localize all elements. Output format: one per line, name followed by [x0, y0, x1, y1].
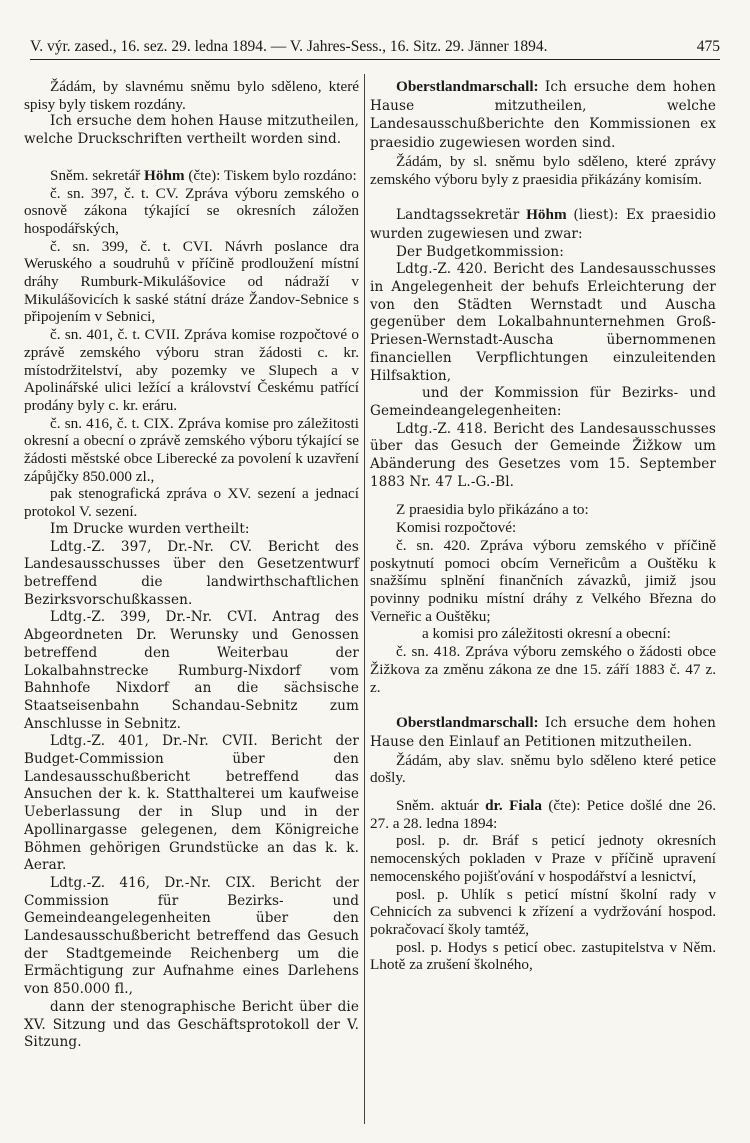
paragraph — [370, 797, 716, 832]
paragraph: Der Budgetkommission: — [396, 243, 564, 260]
paragraph: Ldtg.-Z. 416, Dr.-Nr. CIX. Bericht der Commission für Bezirks- und Gemeindeangelegenheiten über den Landesausschußbericht betreffend das Gesuch der Stadtgemeinde Reichenberg um die Ermächtigung zur Aufnahme eines Darlehens von 850.000 fl., — [24, 874, 359, 998]
speaker-name: Oberstlandmarschall: — [396, 714, 539, 732]
paragraph: Ich ersuche dem hohen Hause mitzutheilen, welche Druckschriften vertheilt worden sind. — [24, 113, 359, 148]
paragraph: č. sn. 418. Zpráva výboru zemského o žádosti obce Žižkova za změnu zákona ze dne 15. září 1883 č. 47 z. z. — [370, 643, 716, 696]
page-number: 475 — [696, 38, 720, 55]
page-header — [30, 38, 720, 60]
speaker-role: Landtagssekretär — [396, 207, 520, 224]
speech-text: (liest): Ex praesidio wurden zugewiesen und zwar: — [370, 207, 717, 242]
paragraph: a komisi pro záležitosti okresní a obecní: — [422, 625, 671, 643]
speech-text: Ich ersuche dem hohen Hause mitzutheilen, welche Landesausschußberichte den Kommissionen ex praesidio zugewiesen worden sind. — [370, 79, 716, 152]
paragraph: Ldtg.-Z. 420. Bericht des Landesausschusses in Angelegenheit der behufs Erleichterung der von den Städten Wernstadt und Auscha gegenüber dem Lokalbahnunternehmen Groß-Priesen-Wernstadt-Auscha übernommenen financiellen Verpflichtungen einzuleitenden Hilfsaktion, — [370, 261, 716, 384]
paragraph: dann der stenographische Bericht über die XV. Sitzung und das Geschäftsprotokoll der V. Sitzung. — [24, 998, 359, 1051]
speech-text: (čte): Tiskem bylo rozdáno: — [188, 166, 357, 184]
paragraph: Z praesidia bylo přikázáno a to: — [396, 501, 589, 519]
paragraph — [24, 167, 359, 185]
paragraph: Žádám, by sl. sněmu bylo sděleno, které zprávy zemského výboru byly z praesidia přikázány komisím. — [370, 152, 716, 188]
paragraph: pak stenografická zpráva o XV. sezení a jednací protokol V. sezení. — [24, 485, 359, 521]
paragraph: Ldtg.-Z. 401, Dr.-Nr. CVII. Bericht der Budget-Commission über den Landesausschußbericht betreffend das Ansuchen der k. k. Statthalterei um kaufweise Ueberlassung der in Slup und in der Apollinargasse gelegenen, dem Königreiche Böhmen gehörigen Grundstücke an das k. k. Aerar. — [24, 733, 359, 874]
paragraph — [370, 78, 716, 153]
speaker-name: Oberstlandmarschall: — [396, 78, 539, 95]
paragraph: Komisi rozpočtové: — [396, 519, 517, 537]
right-column — [370, 78, 716, 974]
paragraph: č. sn. 420. Zpráva výboru zemského v příčině poskytnutí pomoci obcím Verneřicům a Ouštěku k snažšímu splnění finančních závazků, jimiž jsou povinny podniku místní dráhy z Velkého Března do Verneřic a Ouštěku; — [370, 536, 716, 625]
paragraph — [370, 206, 716, 243]
speaker-role: Sněm. aktuár — [396, 797, 479, 815]
paragraph: Ldtg.-Z. 418. Bericht des Landesausschusses über das Gesuch der Gemeinde Žižkow um Abänderung des Gesetzes vom 15. September 1883 Nr. 47 L.-G.-Bl. — [370, 420, 716, 490]
paragraph: Žádám, by slavnému sněmu bylo sděleno, které spisy byly tiskem rozdány. — [24, 78, 359, 113]
speaker-role: Sněm. sekretář — [50, 166, 141, 184]
paragraph: posl. p. Uhlík s peticí místní školní rady v Cehnicích za subvenci k zřízení a vydržování hospod. pokračovací školy tamtéž, — [370, 885, 716, 938]
column-divider — [364, 74, 365, 1124]
paragraph: č. sn. 416, č. t. CIX. Zpráva komise pro záležitosti okresní a obecní o zprávě zemského výboru týkající se žádosti městské obce Liberecké za povolení k uzavření zápůjčky 850.000 zl., — [24, 414, 359, 485]
speaker-name: Höhm — [526, 206, 567, 224]
header-title: V. výr. zased., 16. sez. 29. ledna 1894. — V. Jahres-Sess., 16. Sitz. 29. Jänner 1894. — [30, 38, 548, 55]
speech-text: Ich ersuche dem hohen Hause den Einlauf an Petitionen mitzutheilen. — [370, 715, 716, 750]
paragraph: und der Kommission für Bezirks- und Gemeindeangelegenheiten: — [370, 385, 716, 419]
paragraph: Ldtg.-Z. 397, Dr.-Nr. CV. Bericht des Landesausschusses über den Gesetzentwurf betreffend die landwirthschaftlichen Bezirksvorschußkassen. — [24, 538, 359, 608]
speaker-name: Höhm — [144, 166, 185, 184]
paragraph: posl. p. Hodys s peticí obec. zastupitelstva v Něm. Lhotě za zrušení školného, — [370, 938, 716, 974]
paragraph: Ldtg.-Z. 399, Dr.-Nr. CVI. Antrag des Abgeordneten Dr. Werunsky und Genossen betreffend den Weiterbau der Lokalbahnstrecke Rumburg-Nixdorf vom Bahnhofe Nixdorf an die sächsische Staatseisenbahn Schandau-Sebnitz zum Anschlusse in Sebnitz. — [24, 609, 359, 732]
paragraph: č. sn. 401, č. t. CVII. Zpráva komise rozpočtové o zprávě zemského výboru stran žádosti c. kr. místodržitelství, aby pozemky ve Slupech a v Apolinářské ulici ležící a království Českému patřící prodány byly c. kr. eráru. — [24, 326, 359, 414]
paragraph: Žádám, aby slav. sněmu bylo sděleno které petice došly. — [370, 751, 716, 787]
left-column — [24, 78, 359, 1052]
paragraph: posl. p. dr. Bráf s peticí jednoty okresních nemocenských pokladen v Praze v příčině upravení nemocenského pojišťování v hospodářství a lesnictví, — [370, 832, 716, 885]
speaker-name: dr. Fiala — [485, 797, 542, 815]
speech-text: (čte): Petice došlé dne 26. 27. a 28. ledna 1894: — [370, 797, 717, 832]
paragraph: č. sn. 397, č. t. CV. Zpráva výboru zemského o osnově zákona týkající se okresních záložen hospodářských, — [24, 184, 359, 237]
paragraph — [370, 714, 716, 751]
paragraph: č. sn. 399, č. t. CVI. Návrh poslance dra Weruského a soudruhů v příčině prodloužení místní dráhy Rumburk-Mikulášovice od nádraží v Mikulášovicích k saské státní dráze Žandov-Sebnice s připojením v Sebnici, — [24, 237, 359, 326]
paragraph: Im Drucke wurden vertheilt: — [50, 520, 250, 537]
